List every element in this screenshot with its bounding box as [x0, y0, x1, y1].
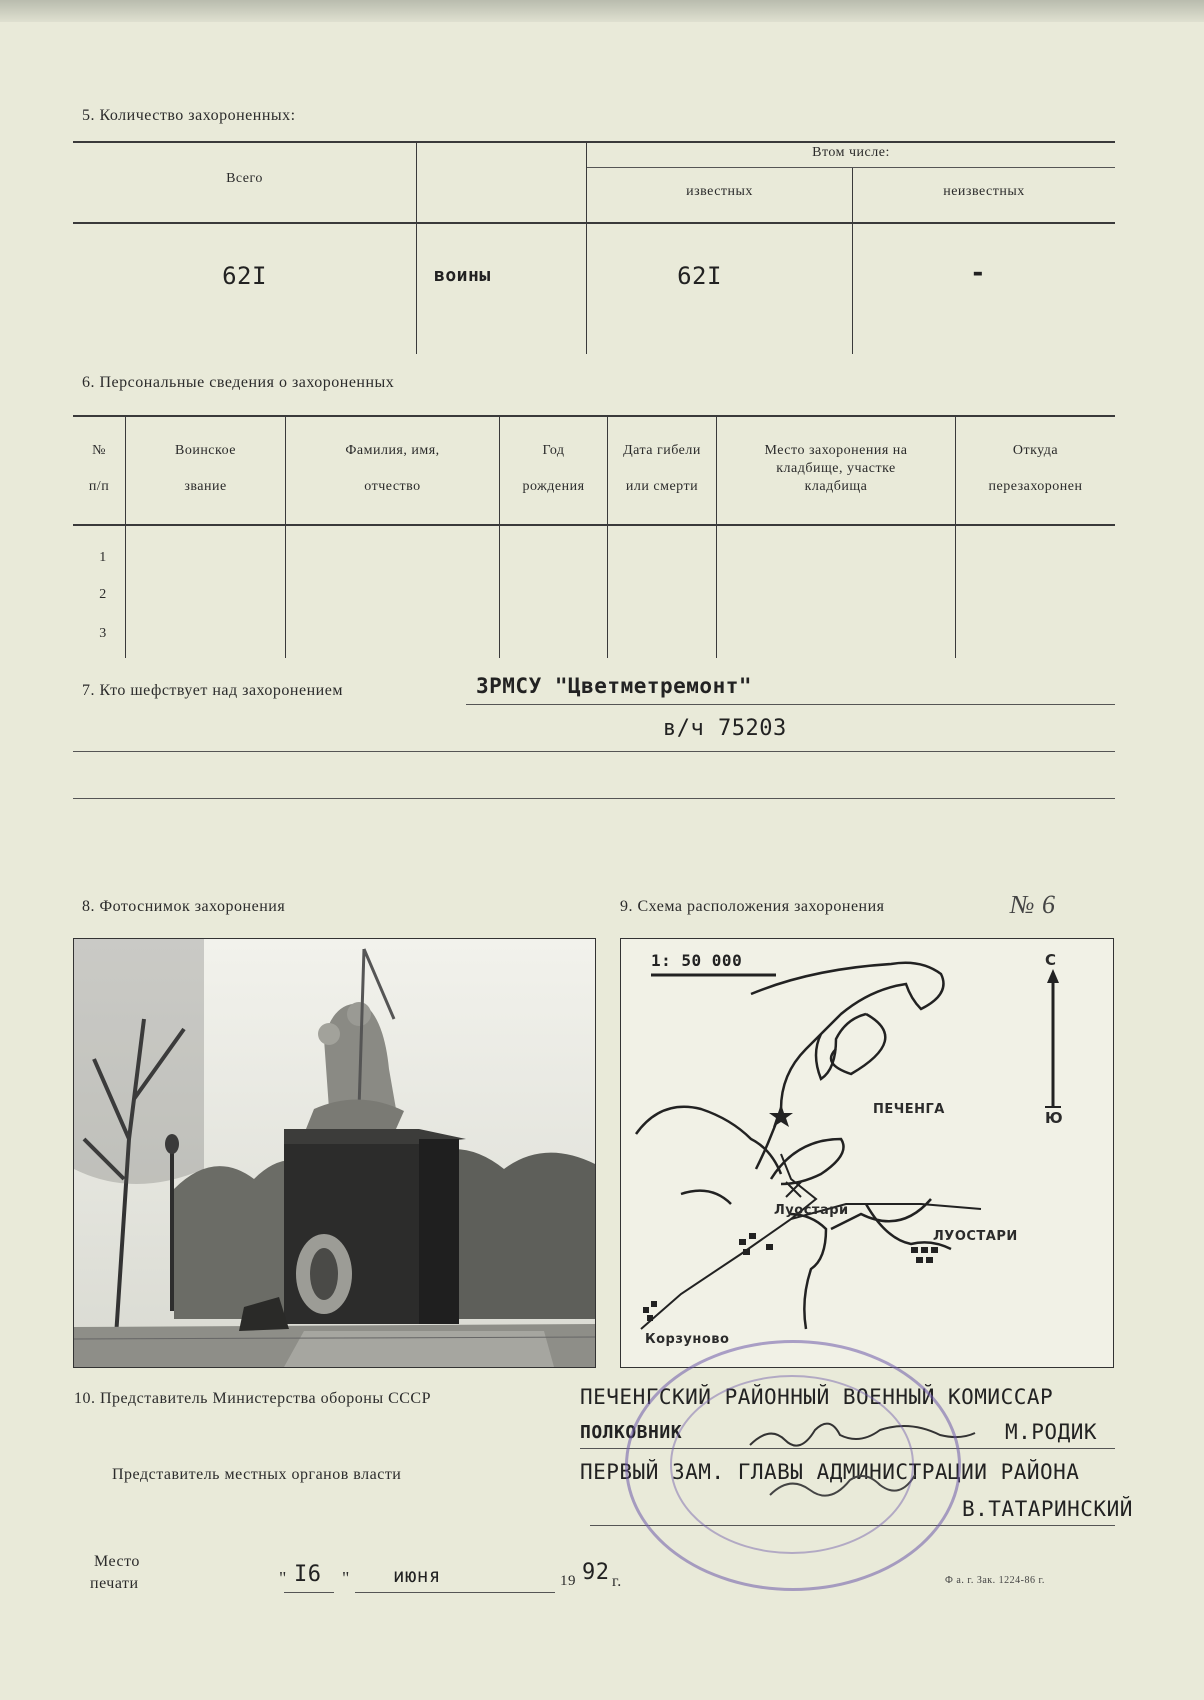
- table5-header-line: [73, 222, 1115, 224]
- section7-label: 7. Кто шефствует над захоронением: [82, 682, 343, 699]
- map-label-korzunovo: Корзуново: [645, 1332, 730, 1347]
- handwritten-number: № 6: [1010, 890, 1056, 919]
- table6-top-line: [73, 415, 1115, 417]
- col-rank-header: Воинское: [174, 443, 236, 458]
- table5-col-line: [586, 141, 587, 354]
- row-number: 2: [99, 587, 107, 602]
- col-rank-header: звание: [184, 479, 227, 494]
- seal-place-label: Место: [94, 1553, 140, 1570]
- section9-title: 9. Схема расположения захоронения: [620, 898, 885, 915]
- scan-top-edge: [0, 0, 1204, 22]
- mo-position: ПЕЧЕНГСКИЙ РАЙОННЫЙ ВОЕННЫЙ КОМИССАР: [580, 1385, 1054, 1409]
- section6-title: 6. Персональные сведения о захороненных: [82, 374, 395, 391]
- col-unknown-header: неизвестных: [943, 184, 1025, 199]
- col-place-header: кладбища: [804, 479, 868, 494]
- patron-unit: в/ч 75203: [663, 716, 787, 741]
- mo-rank: ПОЛКОВНИК: [580, 1422, 683, 1443]
- col-name-header: Фамилия, имя,: [345, 443, 440, 458]
- col-num-header: №: [92, 443, 106, 458]
- local-name: В.ТАТАРИНСКИЙ: [962, 1497, 1133, 1521]
- map-label-luostari-settlement: ЛУОСТАРИ: [933, 1229, 1018, 1244]
- local-position: ПЕРВЫЙ ЗАМ. ГЛАВЫ АДМИНИСТРАЦИИ РАЙОНА: [580, 1460, 1080, 1484]
- row-number: 3: [99, 626, 107, 641]
- map-label-pechenga: ПЕЧЕНГА: [873, 1102, 945, 1117]
- col-known-header: известных: [686, 184, 753, 199]
- official-seal-inner-ring: [670, 1375, 914, 1554]
- patron-value: ЗРМСУ "Цветметремонт": [476, 674, 753, 698]
- col-death-header: или смерти: [625, 479, 699, 494]
- row-number: 1: [99, 550, 107, 565]
- col-from-header: перезахоронен: [988, 479, 1083, 494]
- total-value: 62I: [222, 262, 267, 290]
- table6-header-line: [73, 524, 1115, 526]
- burial-location-scheme: [620, 938, 1114, 1368]
- date-year-suffix: 92: [582, 1560, 610, 1585]
- col-place-header: Место захоронения на: [764, 443, 908, 458]
- date-month: июня: [393, 1565, 441, 1587]
- date-day-line: [284, 1592, 334, 1593]
- line7-3: [73, 798, 1115, 799]
- section5-title: 5. Количество захороненных:: [82, 107, 296, 124]
- known-value: 62I: [677, 262, 722, 290]
- unknown-value: -: [970, 258, 987, 288]
- category-value: воины: [434, 265, 491, 286]
- col-birth-header: рождения: [522, 479, 585, 494]
- table5-col-line: [416, 141, 417, 354]
- scheme-map-drawing: [621, 939, 1113, 1367]
- col-total-header: Всего: [226, 171, 263, 186]
- col-death-header: Дата гибели: [623, 443, 701, 458]
- date-quote-close: ": [342, 1568, 350, 1588]
- memorial-photo: [73, 938, 596, 1368]
- print-note: Ф а. г. Зак. 1224-86 г.: [945, 1575, 1045, 1586]
- table5-top-line: [73, 141, 1115, 143]
- seal-place-label: печати: [90, 1575, 139, 1592]
- section10-mo-label: 10. Представитель Министерства обороны СССР: [74, 1390, 431, 1407]
- col-place-header: кладбище, участке: [776, 461, 896, 476]
- line7-2: [73, 751, 1115, 752]
- col-from-header: Откуда: [1012, 443, 1059, 458]
- map-south-label: Ю: [1045, 1109, 1064, 1127]
- map-north-label: С: [1045, 951, 1057, 969]
- date-month-line: [355, 1592, 555, 1593]
- map-label-luostari-village: Луостари: [774, 1203, 849, 1218]
- line7-1: [466, 704, 1115, 705]
- col-including-header: Втом числе:: [812, 145, 890, 160]
- date-day: I6: [294, 1562, 322, 1587]
- map-scale: 1: 50 000: [651, 951, 743, 970]
- table5-sub-line: [587, 167, 1115, 168]
- col-birth-header: Год: [542, 443, 565, 458]
- date-year-prefix: 19: [560, 1573, 576, 1589]
- date-quote-open: ": [279, 1568, 287, 1588]
- date-year-mark: г.: [612, 1573, 622, 1590]
- col-num-header: п/п: [88, 479, 110, 494]
- section10-local-label: Представитель местных органов власти: [112, 1466, 402, 1483]
- col-name-header: отчество: [364, 479, 421, 494]
- memorial-photo-drawing: [74, 939, 595, 1367]
- section8-title: 8. Фотоснимок захоронения: [82, 898, 286, 915]
- mo-name: М.РОДИК: [1005, 1420, 1098, 1444]
